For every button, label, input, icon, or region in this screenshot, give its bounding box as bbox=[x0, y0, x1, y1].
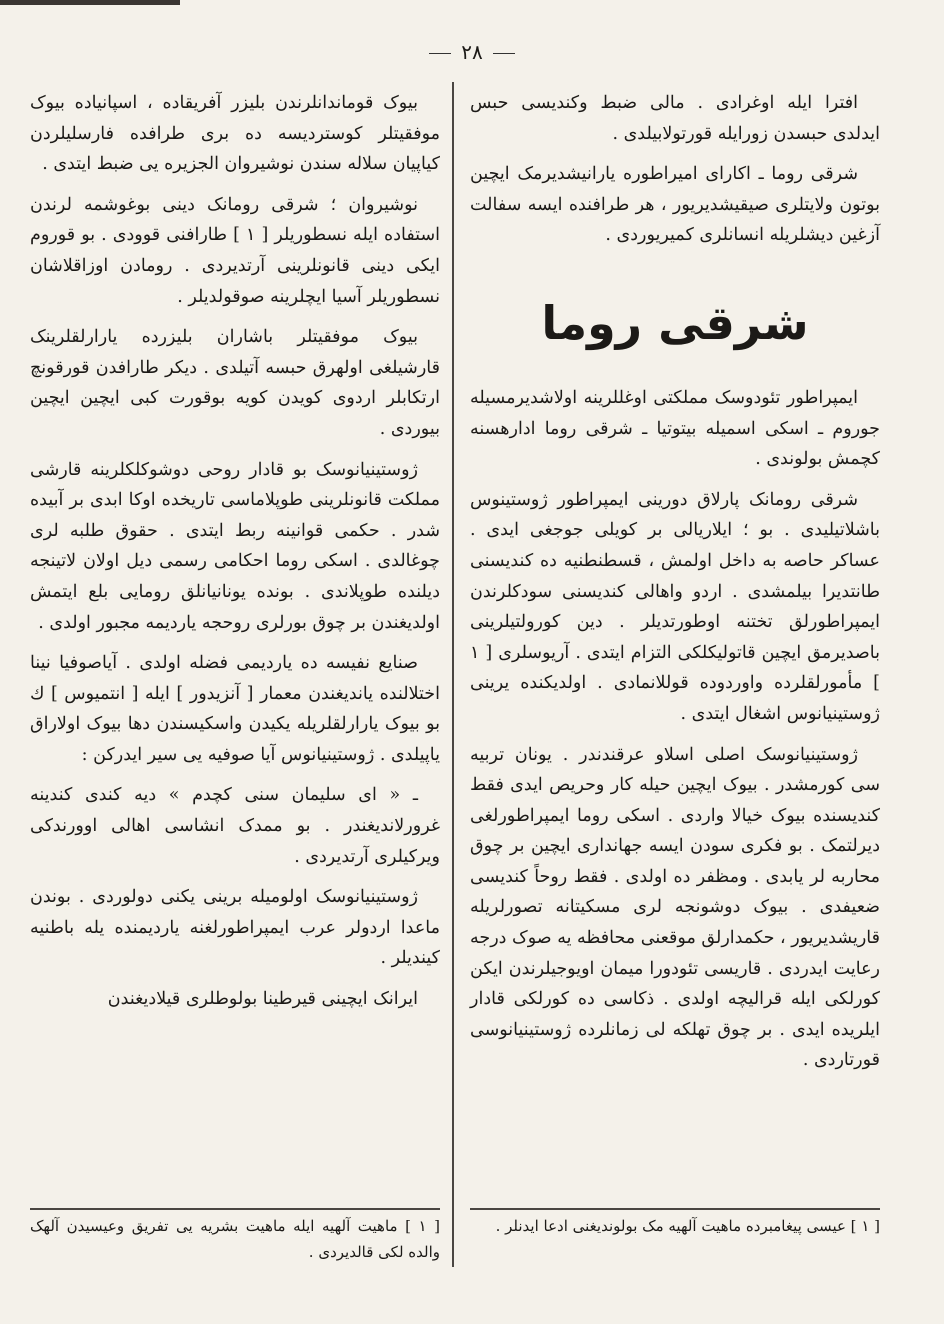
paragraph: ـ « ای سلیمان سنی کچدم » دیه کندی کندینه غرورلاندیغندر . بو ممدک انشاسی اهالی اوورندکی ویرکیلری آرتدیردی . bbox=[30, 785, 440, 867]
footnote-rule-right bbox=[470, 1208, 880, 1210]
paragraph: افترا ایله اوغرادی . مالی ضبط وکندیسی حبس ایدلدی حبسدن زورایله قورتولابیلدی . bbox=[470, 93, 880, 144]
paragraph: ژوستینیانوسک اولومیله برینی یکنی دولوردی . بوندن ماعدا اردولر عرب ایمپراطورلغنه یاردیمنده یله باطنیه کیندیلر . bbox=[30, 887, 440, 969]
left-column bbox=[30, 88, 440, 1025]
scan-edge-mark bbox=[0, 0, 180, 5]
footnote-right: [ ١ ] عیسی پیغامبرده ماهیت آلهیه مک بولوندیغنی ادعا ایدنلر . bbox=[495, 1217, 880, 1235]
section-heading: شرقی روما bbox=[541, 295, 809, 350]
paragraph: ایرانک ایچینی قیرطینا بولوطلری قیلادیغندن bbox=[107, 989, 418, 1010]
paragraph: بیوک قوماندانلرندن بلیزر آفریقاده ، اسپانیاده بیوک موفقیتلر کوستردیسه ده بری طرافده فارسلیلردن کیاپیان سلاله سندن نوشیروان الجزیره یی ضبط ایتدی . bbox=[30, 93, 440, 175]
paragraph: ایمپراطور تئودوسک مملکتی اوغللرینه اولاشدیرمسیله جوروم ـ اسکی اسمیله بیتوتیا ـ شرقی روما ادارهسنه کچمش بولوندی . bbox=[470, 387, 880, 470]
paragraph: صنایع نفیسه ده یاردیمی فضله اولدی . آیاصوفیا نینا اختلالنده یاندیغندن معمار [ آنزیدور ] ایله [ انتمیوس ] ك بو بیوک یارارلقلریله یکیدن واسکیسندن دها بیوک اولاراق یاپیلدی . ژوستینیانوس آیا صوفیه یی سیر ایدرکن : bbox=[30, 653, 440, 765]
paragraph: شرقی روما ـ اکارای امیراطوره یارانیشدیرمک ایچین بوتون ولایتلری صیقیشدیریور ، هر طرافنده ایسه سفالت آزغین دیشلریله انسانلری کمیریوردی . bbox=[470, 164, 880, 246]
paragraph: نوشیروان ؛ شرقی رومانک دینی بوغوشمه لرندن استفاده ایله نسطوریلر [ ١ ] طارافنی قوودی . بو قوروم ایکی دینی قانونلرینی آرتدیردی . رومادن اوزاقلاشان نسطوریلر آسیا ایچلرینه صوقولدیلر . bbox=[30, 194, 440, 307]
footnote-rule-left bbox=[30, 1208, 440, 1210]
page-number-dash-right bbox=[493, 53, 515, 54]
paragraph: شرقی رومانک پارلاق دورینی ایمپراطور ژوستینوس باشلاتیلیدی . بو ؛ ایلاریالی بر کویلی جوجغی ایدی . عساکر حاصه به داخل اولمش ، قسطنطنیه ده کندیسنی طانتدیرا بیلمشدی . اردو واهالی کندیسنی سودکلرندن ایمپراطورلق تختنه اوطورتدیلر . دین کورولتیلرینی باصدیرمق ایچین قاتولیکلکی التزام ایتدی . آریوسلری [ ١ ] مأمورلقلرده واوردوده قوللانمادی . اولدیکنده یرینی ژوستینیانوس اشغال ایتدی . bbox=[470, 489, 880, 724]
paragraph: بیوک موفقیتلر باشاران بلیزرده یارارلقلرینک قارشیلغی اولهرق حبسه آتیلدی . دیکر طارافدن قورقونچ ارتکابلر اردوی کویدن کویه بوقورت کبی ایچین ایچین بیوردی . bbox=[30, 327, 440, 439]
right-column bbox=[470, 88, 880, 1086]
paragraph: ژوستینیانوسک اصلی اسلاو عرقندندر . یونان تربیه سی کورمشدر . بیوک ایچین حیله کار وحریص ایدی فقط کندیسنده بیوک خیالا واردی . اسکی روما ایمپراطورلغی دیرلتمک . بو فکری سودن ایسه جهانداری ایچین بر چوق محاربه لر یابدی . ومظفر ده اولدی . فقط روحاً کندیسی ضعیفدی . بیوک دوشونجه لری مسکیتانه تصورلریله قاریشدیریور ، حکمدارلق موقعنی محافظه یه صوک درجه رعایت ایدردی . قاریسی تئودورا میمان اویوجیلرندن ایکن کورلکی ایله قرالیچه اولدی . ذکاسی ده کورلکی قادار ایلریده ایدی . بر چوق تهلکه لی زمانلرده ژوستینیانوسی قورتاردی . bbox=[470, 744, 880, 1071]
paragraph: ژوستینیانوسک بو قادار روحی دوشوکلکلرینه قارشی مملکت قانونلرینی طوپلاماسی تاریخده اوکا ابدی بر آبیده شدر . حکمی قوانینه ربط ایتدی . حقوق طلبه لری چوغالدی . اسکی روما احکامی رسمی دیل اولان لاتینجه دیلنده طوپلاندی . بونده یونانیانلق رومایی بلع ایتمش اولدیغندن بر چوق بورلری روحجه یاردیمه مجبور اولدی . bbox=[30, 459, 440, 633]
column-divider bbox=[452, 82, 454, 1267]
page-number-dash-left bbox=[429, 53, 451, 54]
page-number bbox=[0, 40, 944, 64]
footnote-left: [ ١ ] ماهیت آلهیه ایله ماهیت بشریه یی تفریق وعیسیدن آلهک والده لکی قالدیردی . bbox=[30, 1217, 440, 1261]
page-number-text: ٢٨ bbox=[461, 40, 483, 64]
